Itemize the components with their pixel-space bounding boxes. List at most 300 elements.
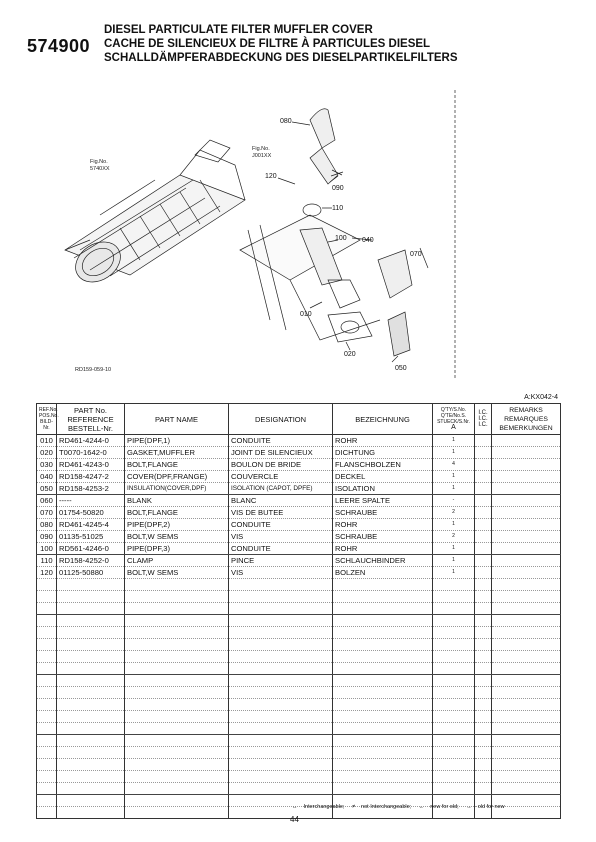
cell-ic <box>475 543 492 555</box>
cell-part-no: T0070-1642-0 <box>57 447 125 459</box>
cell-designation: VIS <box>229 531 333 543</box>
cell-part-no: 01125-50880 <box>57 567 125 579</box>
table-row-empty <box>37 783 561 795</box>
cell-ic <box>475 435 492 447</box>
empty-cell <box>333 627 433 639</box>
cell-designation: CONDUITE <box>229 435 333 447</box>
cell-bezeichnung: ISOLATION <box>333 483 433 495</box>
empty-cell <box>333 735 433 747</box>
empty-cell <box>125 591 229 603</box>
empty-cell <box>125 735 229 747</box>
cell-ic <box>475 555 492 567</box>
empty-cell <box>492 603 561 615</box>
cell-ic <box>475 567 492 579</box>
cell-designation: JOINT DE SILENCIEUX <box>229 447 333 459</box>
cell-part-name: BOLT,FLANGE <box>125 459 229 471</box>
empty-cell <box>125 603 229 615</box>
table-row-empty <box>37 627 561 639</box>
table-row <box>37 567 561 579</box>
empty-cell <box>57 711 125 723</box>
col-ref-no: REF.No. POS.No. BILD-Nr. <box>37 404 57 435</box>
cell-designation: VIS <box>229 567 333 579</box>
empty-cell <box>433 747 475 759</box>
callout-label: 020 <box>344 351 356 358</box>
empty-cell <box>333 603 433 615</box>
table-row-empty <box>37 747 561 759</box>
empty-cell <box>229 759 333 771</box>
cell-ref-no: 100 <box>37 543 57 555</box>
col-ic: I.C. I.C. I.C. <box>475 404 492 435</box>
legend-not-interchangeable: not Interchangeable; <box>361 804 412 810</box>
callout-label: 010 <box>300 311 312 318</box>
empty-cell <box>333 651 433 663</box>
table-row <box>37 483 561 495</box>
empty-cell <box>433 783 475 795</box>
empty-cell <box>492 579 561 591</box>
empty-cell <box>229 651 333 663</box>
cell-bezeichnung: FLANSCHBOLZEN <box>333 459 433 471</box>
empty-cell <box>433 735 475 747</box>
cell-bezeichnung: ROHR <box>333 435 433 447</box>
empty-cell <box>37 759 57 771</box>
cell-part-no: RD561-4246-0 <box>57 543 125 555</box>
empty-cell <box>475 579 492 591</box>
cell-remarks <box>492 543 561 555</box>
table-row <box>37 519 561 531</box>
cell-quantity: 1 <box>433 447 475 459</box>
table-row <box>37 531 561 543</box>
empty-cell <box>57 675 125 687</box>
cell-quantity: 1 <box>433 519 475 531</box>
empty-cell <box>333 591 433 603</box>
callout-label: 070 <box>410 251 422 258</box>
cell-quantity: - <box>433 495 475 507</box>
empty-cell <box>57 663 125 675</box>
empty-cell <box>333 687 433 699</box>
empty-cell <box>57 579 125 591</box>
empty-cell <box>229 603 333 615</box>
cell-part-name: BOLT,W SEMS <box>125 567 229 579</box>
empty-cell <box>433 639 475 651</box>
cell-designation: CONDUITE <box>229 543 333 555</box>
cell-designation: BOULON DE BRIDE <box>229 459 333 471</box>
empty-cell <box>475 663 492 675</box>
cell-quantity: 1 <box>433 471 475 483</box>
table-row-empty <box>37 735 561 747</box>
cell-designation: COUVERCLE <box>229 471 333 483</box>
empty-cell <box>125 795 229 807</box>
empty-cell <box>433 627 475 639</box>
empty-cell <box>475 687 492 699</box>
table-row <box>37 447 561 459</box>
empty-cell <box>125 639 229 651</box>
cell-ref-no: 120 <box>37 567 57 579</box>
cell-bezeichnung: SCHLAUCHBINDER <box>333 555 433 567</box>
cell-remarks <box>492 435 561 447</box>
empty-cell <box>475 747 492 759</box>
cell-ref-no: 020 <box>37 447 57 459</box>
empty-cell <box>37 735 57 747</box>
empty-cell <box>37 807 57 819</box>
table-row-empty <box>37 771 561 783</box>
empty-cell <box>433 771 475 783</box>
empty-cell <box>37 747 57 759</box>
cell-part-name: BOLT,W SEMS <box>125 531 229 543</box>
table-row-empty <box>37 615 561 627</box>
empty-cell <box>492 747 561 759</box>
empty-cell <box>125 687 229 699</box>
cell-ic <box>475 519 492 531</box>
cell-part-no: RD461-4245-4 <box>57 519 125 531</box>
col-bezeichnung: BEZEICHNUNG <box>333 404 433 435</box>
exploded-parts-diagram <box>60 80 480 380</box>
empty-cell <box>433 687 475 699</box>
cell-bezeichnung: ROHR <box>333 519 433 531</box>
cell-ref-no: 070 <box>37 507 57 519</box>
cell-bezeichnung: LEERE SPALTE <box>333 495 433 507</box>
interchangeability-legend <box>292 804 511 810</box>
cell-bezeichnung: DICHTUNG <box>333 447 433 459</box>
title-french: CACHE DE SILENCIEUX DE FILTRE À PARTICULES DIESEL <box>104 38 431 50</box>
empty-cell <box>475 711 492 723</box>
table-row-empty <box>37 663 561 675</box>
cell-ref-no: 110 <box>37 555 57 567</box>
empty-cell <box>37 723 57 735</box>
empty-cell <box>37 627 57 639</box>
empty-cell <box>229 723 333 735</box>
empty-cell <box>37 663 57 675</box>
cell-designation: ISOLATION (CAPOT, DPFE) <box>229 483 333 495</box>
empty-cell <box>475 639 492 651</box>
empty-cell <box>333 675 433 687</box>
sheet-reference: A:KX042-4 <box>524 394 558 401</box>
empty-cell <box>433 759 475 771</box>
empty-cell <box>57 747 125 759</box>
empty-cell <box>57 783 125 795</box>
table-row-empty <box>37 723 561 735</box>
empty-cell <box>333 723 433 735</box>
empty-cell <box>333 699 433 711</box>
cell-ic <box>475 531 492 543</box>
empty-cell <box>229 579 333 591</box>
empty-cell <box>57 651 125 663</box>
cell-part-no: 01135-51025 <box>57 531 125 543</box>
cell-part-no: ----- <box>57 495 125 507</box>
empty-cell <box>57 699 125 711</box>
callout-label: 050 <box>395 365 407 372</box>
cell-part-no: RD461-4243-0 <box>57 459 125 471</box>
empty-cell <box>37 675 57 687</box>
cell-remarks <box>492 483 561 495</box>
empty-cell <box>37 639 57 651</box>
empty-cell <box>492 615 561 627</box>
empty-cell <box>125 651 229 663</box>
empty-cell <box>492 675 561 687</box>
legend-interchangeable: Interchangeable; <box>303 804 345 810</box>
empty-cell <box>333 639 433 651</box>
title-german: SCHALLDÄMPFERABDECKUNG DES DIESELPARTIKELFILTERS <box>104 52 458 64</box>
callout-label: 110 <box>332 205 344 212</box>
empty-cell <box>37 783 57 795</box>
empty-cell <box>475 675 492 687</box>
table-header-row <box>37 404 561 435</box>
cell-bezeichnung: SCHRAUBE <box>333 507 433 519</box>
col-part-no: PART No. REFERENCE BESTELL-Nr. <box>57 404 125 435</box>
empty-cell <box>229 711 333 723</box>
empty-cell <box>57 687 125 699</box>
arrow-left-icon: ← <box>418 804 425 810</box>
empty-cell <box>475 759 492 771</box>
empty-cell <box>475 603 492 615</box>
cell-quantity: 1 <box>433 483 475 495</box>
empty-cell <box>433 579 475 591</box>
callout-label: 090 <box>332 185 344 192</box>
cell-remarks <box>492 507 561 519</box>
empty-cell <box>333 615 433 627</box>
parts-table <box>36 403 561 819</box>
cell-quantity: 4 <box>433 459 475 471</box>
cell-bezeichnung: SCHRAUBE <box>333 531 433 543</box>
legend-new-for-old: new for old; <box>430 804 459 810</box>
cell-remarks <box>492 495 561 507</box>
empty-cell <box>475 771 492 783</box>
cell-part-name: INSULATION(COVER,DPF) <box>125 483 229 495</box>
cell-quantity: 1 <box>433 567 475 579</box>
empty-cell <box>492 591 561 603</box>
empty-cell <box>492 759 561 771</box>
cell-part-name: GASKET,MUFFLER <box>125 447 229 459</box>
empty-cell <box>229 591 333 603</box>
empty-cell <box>57 735 125 747</box>
table-row <box>37 543 561 555</box>
empty-cell <box>475 723 492 735</box>
empty-cell <box>492 771 561 783</box>
empty-cell <box>492 711 561 723</box>
cell-ic <box>475 507 492 519</box>
cell-ref-no: 030 <box>37 459 57 471</box>
cell-bezeichnung: DECKEL <box>333 471 433 483</box>
table-row-empty <box>37 687 561 699</box>
empty-cell <box>229 699 333 711</box>
empty-cell <box>229 735 333 747</box>
empty-cell <box>492 639 561 651</box>
cell-part-no: RD158-4253-2 <box>57 483 125 495</box>
cell-designation: PINCE <box>229 555 333 567</box>
empty-cell <box>433 603 475 615</box>
empty-cell <box>229 747 333 759</box>
empty-cell <box>475 783 492 795</box>
empty-cell <box>333 747 433 759</box>
cell-remarks <box>492 459 561 471</box>
cell-ic <box>475 471 492 483</box>
cell-ic <box>475 495 492 507</box>
empty-cell <box>492 627 561 639</box>
empty-cell <box>475 591 492 603</box>
table-row-empty <box>37 579 561 591</box>
drawing-code: RD159-059-10 <box>75 367 112 373</box>
empty-cell <box>57 771 125 783</box>
col-quantity: Q'TY/S.No. Q'TE/No.S. STUECK/S.Nr. A <box>433 404 475 435</box>
empty-cell <box>57 615 125 627</box>
empty-cell <box>229 627 333 639</box>
empty-cell <box>57 639 125 651</box>
col-designation: DESIGNATION <box>229 404 333 435</box>
legend-old-for-new: old for new <box>477 804 505 810</box>
table-row-empty <box>37 675 561 687</box>
empty-cell <box>57 795 125 807</box>
empty-cell <box>333 771 433 783</box>
cell-bezeichnung: BOLZEN <box>333 567 433 579</box>
table-row <box>37 435 561 447</box>
table-row-empty <box>37 639 561 651</box>
empty-cell <box>37 771 57 783</box>
empty-cell <box>492 651 561 663</box>
empty-cell <box>125 675 229 687</box>
empty-cell <box>125 663 229 675</box>
empty-cell <box>492 699 561 711</box>
cell-ic <box>475 447 492 459</box>
empty-cell <box>37 603 57 615</box>
empty-cell <box>125 759 229 771</box>
table-row <box>37 459 561 471</box>
empty-cell <box>57 759 125 771</box>
cell-designation: CONDUITE <box>229 519 333 531</box>
table-row <box>37 555 561 567</box>
empty-cell <box>433 615 475 627</box>
cell-remarks <box>492 519 561 531</box>
empty-cell <box>125 783 229 795</box>
empty-cell <box>492 783 561 795</box>
cell-quantity: 1 <box>433 435 475 447</box>
cell-remarks <box>492 555 561 567</box>
empty-cell <box>492 735 561 747</box>
cell-quantity: 2 <box>433 507 475 519</box>
cell-quantity: 2 <box>433 531 475 543</box>
empty-cell <box>37 699 57 711</box>
table-row-empty <box>37 711 561 723</box>
empty-cell <box>229 771 333 783</box>
cell-remarks <box>492 531 561 543</box>
callout-label: 120 <box>265 173 277 180</box>
empty-cell <box>229 615 333 627</box>
empty-cell <box>57 807 125 819</box>
empty-cell <box>229 639 333 651</box>
empty-cell <box>37 579 57 591</box>
cell-ref-no: 040 <box>37 471 57 483</box>
empty-cell <box>229 675 333 687</box>
cell-part-name: CLAMP <box>125 555 229 567</box>
cell-ic <box>475 483 492 495</box>
cell-part-name: PIPE(DPF,1) <box>125 435 229 447</box>
figure-reference-1: Fig.No. 5740XX <box>90 159 110 172</box>
table-row-empty <box>37 699 561 711</box>
empty-cell <box>37 591 57 603</box>
empty-cell <box>475 699 492 711</box>
cell-ref-no: 080 <box>37 519 57 531</box>
empty-cell <box>125 723 229 735</box>
not-equal-icon: ≠ <box>352 804 356 810</box>
empty-cell <box>229 663 333 675</box>
empty-cell <box>125 711 229 723</box>
cell-part-name: PIPE(DPF,2) <box>125 519 229 531</box>
col-remarks: REMARKS REMARQUES BEMERKUNGEN <box>492 404 561 435</box>
empty-cell <box>333 663 433 675</box>
figure-reference-2: Fig.No. J001XX <box>252 146 272 159</box>
empty-cell <box>433 675 475 687</box>
table-row <box>37 495 561 507</box>
empty-cell <box>433 711 475 723</box>
empty-cell <box>125 699 229 711</box>
empty-cell <box>433 591 475 603</box>
cell-ref-no: 060 <box>37 495 57 507</box>
cell-bezeichnung: ROHR <box>333 543 433 555</box>
table-row <box>37 507 561 519</box>
empty-cell <box>229 783 333 795</box>
empty-cell <box>333 711 433 723</box>
cell-ref-no: 090 <box>37 531 57 543</box>
page-number: 44 <box>290 815 299 824</box>
callout-label: 040 <box>362 237 374 244</box>
empty-cell <box>37 795 57 807</box>
empty-cell <box>492 663 561 675</box>
empty-cell <box>475 615 492 627</box>
empty-cell <box>492 687 561 699</box>
cell-part-no: 01754-50820 <box>57 507 125 519</box>
empty-cell <box>125 747 229 759</box>
empty-cell <box>333 783 433 795</box>
callout-label: 080 <box>280 118 292 125</box>
cell-quantity: 1 <box>433 555 475 567</box>
cell-part-no: RD158-4247-2 <box>57 471 125 483</box>
table-row-empty <box>37 759 561 771</box>
cell-ref-no: 010 <box>37 435 57 447</box>
cell-part-name: BLANK <box>125 495 229 507</box>
cell-part-name: BOLT,FLANGE <box>125 507 229 519</box>
table-row <box>37 471 561 483</box>
empty-cell <box>37 615 57 627</box>
empty-cell <box>37 651 57 663</box>
empty-cell <box>433 651 475 663</box>
interchangeable-icon: ↔ <box>292 804 298 810</box>
empty-cell <box>475 651 492 663</box>
empty-cell <box>125 807 229 819</box>
cell-designation: BLANC <box>229 495 333 507</box>
callout-label: 100 <box>335 235 347 242</box>
cell-remarks <box>492 567 561 579</box>
catalog-number: 574900 <box>27 36 91 56</box>
empty-cell <box>57 627 125 639</box>
table-row-empty <box>37 603 561 615</box>
table-row-empty <box>37 651 561 663</box>
cell-part-no: RD158-4252-0 <box>57 555 125 567</box>
empty-cell <box>333 759 433 771</box>
empty-cell <box>57 591 125 603</box>
cell-part-name: PIPE(DPF,3) <box>125 543 229 555</box>
empty-cell <box>333 579 433 591</box>
col-part-name: PART NAME <box>125 404 229 435</box>
empty-cell <box>37 687 57 699</box>
empty-cell <box>37 711 57 723</box>
empty-cell <box>125 771 229 783</box>
cell-part-name: COVER(DPF,FRANGE) <box>125 471 229 483</box>
empty-cell <box>492 723 561 735</box>
cell-designation: VIS DE BUTEE <box>229 507 333 519</box>
empty-cell <box>433 663 475 675</box>
empty-cell <box>475 735 492 747</box>
empty-cell <box>475 627 492 639</box>
cell-ic <box>475 459 492 471</box>
empty-cell <box>125 579 229 591</box>
